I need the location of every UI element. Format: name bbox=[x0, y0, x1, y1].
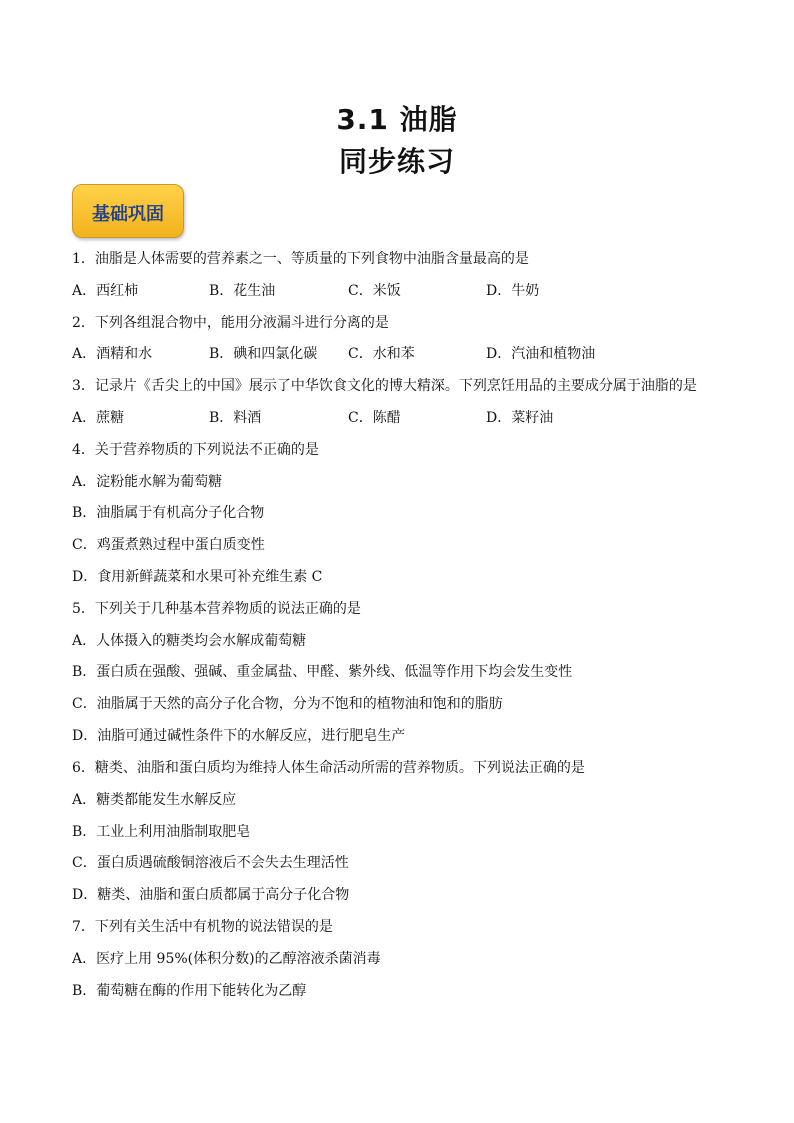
question-6-option-b: B．工业上利用油脂制取肥皂 bbox=[72, 824, 251, 840]
question-7-option-a: A．医疗上用 95%(体积分数)的乙醇溶液杀菌消毒 bbox=[72, 951, 381, 967]
question-3-option-c: C．陈醋 bbox=[348, 410, 401, 426]
question-5-stem: 5．下列关于几种基本营养物质的说法正确的是 bbox=[72, 601, 361, 617]
question-1-stem: 1．油脂是人体需要的营养素之一、等质量的下列食物中油脂含量最高的是 bbox=[72, 251, 529, 267]
question-4-stem: 4．关于营养物质的下列说法不正确的是 bbox=[72, 442, 319, 458]
question-2-option-c: C．水和苯 bbox=[348, 346, 415, 362]
question-1-option-a: A．西红柿 bbox=[72, 283, 139, 299]
question-3-option-a: A．蔗糖 bbox=[72, 410, 125, 426]
question-7-stem: 7．下列有关生活中有机物的说法错误的是 bbox=[72, 919, 333, 935]
question-2-option-d: D．汽油和植物油 bbox=[486, 346, 596, 362]
question-4-option-a: A．淀粉能水解为葡萄糖 bbox=[72, 474, 223, 490]
question-5-option-c: C．油脂属于天然的高分子化合物，分为不饱和的植物油和饱和的脂肪 bbox=[72, 696, 503, 712]
question-2-option-b: B．碘和四氯化碳 bbox=[209, 346, 318, 362]
page-title: 3.1 油脂 bbox=[336, 103, 458, 136]
question-7-option-b: B．葡萄糖在酶的作用下能转化为乙醇 bbox=[72, 983, 307, 999]
question-6-stem: 6．糖类、油脂和蛋白质均为维持人体生命活动所需的营养物质。下列说法正确的是 bbox=[72, 760, 585, 776]
question-1-option-b: B．花生油 bbox=[209, 283, 276, 299]
page-subtitle: 同步练习 bbox=[338, 145, 455, 178]
section-badge bbox=[72, 184, 184, 238]
question-2-stem: 2．下列各组混合物中，能用分液漏斗进行分离的是 bbox=[72, 315, 389, 331]
question-5-option-b: B．蛋白质在强酸、强碱、重金属盐、甲醛、紫外线、低温等作用下均会发生变性 bbox=[72, 664, 573, 680]
question-2-option-a: A．酒精和水 bbox=[72, 346, 153, 362]
question-3-option-b: B．料酒 bbox=[209, 410, 262, 426]
section-badge-label: 基础巩固 bbox=[92, 204, 164, 225]
question-1-option-d: D．牛奶 bbox=[486, 283, 540, 299]
question-4-option-c: C．鸡蛋煮熟过程中蛋白质变性 bbox=[72, 537, 265, 553]
question-6-option-c: C．蛋白质遇硫酸铜溶液后不会失去生理活性 bbox=[72, 855, 349, 871]
question-4-option-d: D．食用新鲜蔬菜和水果可补充维生素 C bbox=[72, 569, 323, 585]
question-1-option-c: C．米饭 bbox=[348, 283, 401, 299]
question-5-option-d: D．油脂可通过碱性条件下的水解反应，进行肥皂生产 bbox=[72, 728, 406, 744]
question-4-option-b: B．油脂属于有机高分子化合物 bbox=[72, 505, 265, 521]
question-6-option-d: D．糖类、油脂和蛋白质都属于高分子化合物 bbox=[72, 887, 350, 903]
question-3-stem: 3．记录片《舌尖上的中国》展示了中华饮食文化的博大精深。下列烹饪用品的主要成分属于油脂的是 bbox=[72, 378, 697, 394]
question-6-option-a: A．糖类都能发生水解反应 bbox=[72, 792, 237, 808]
question-3-option-d: D．菜籽油 bbox=[486, 410, 554, 426]
question-5-option-a: A．人体摄入的糖类均会水解成葡萄糖 bbox=[72, 633, 307, 649]
